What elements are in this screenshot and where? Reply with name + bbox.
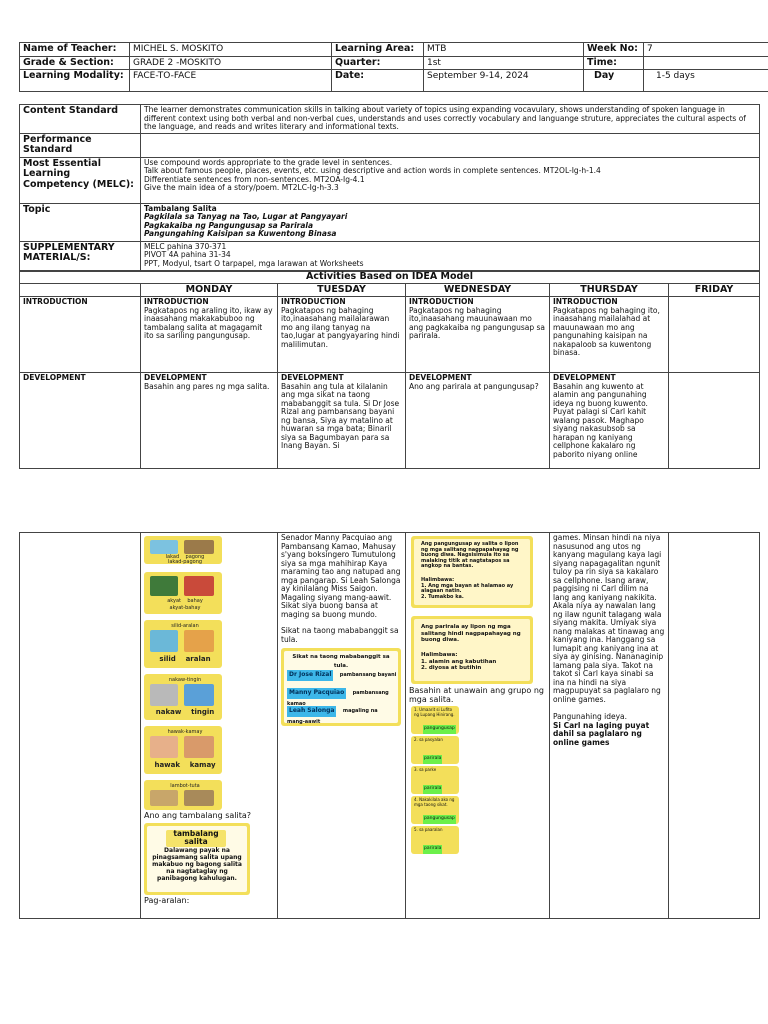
cell-text: Basahin ang kuwento at alamin ang pangunahing ideya ng buong kuwento. Puyat palagi si Carl kahit walang pasok. Maghapo siyang nakasubsob sa harapan ng kaniyang cellphone kakalaro ng paborito niyang online <box>553 381 648 459</box>
modality-value: FACE-TO-FACE <box>130 70 332 92</box>
definition-title: tambalang salita <box>166 830 226 847</box>
teacher-value: MICHEL S. MOSKITO <box>130 43 332 57</box>
p2-monday <box>141 533 278 919</box>
page2-table <box>19 532 760 919</box>
pair-image-right <box>184 576 214 596</box>
cell-text: Pagkatapos ng bahaging ito,inaasahang mailalarawan mo ang ilang tanyag na tao,lugar at pangyayaring hindi malilimutan. <box>281 305 400 349</box>
pair-words: silid aralan <box>159 655 211 663</box>
teacher-label: Name of Teacher: <box>20 43 130 57</box>
pair-caption: akyat-bahay <box>169 605 201 611</box>
definition-body: Dalawang payak na pinagsamang salita upang makabuo ng bagong salita na nagtataglay ng panibagong kahulugan. <box>152 846 242 882</box>
dev-wednesday <box>406 373 550 469</box>
pair-image-left <box>150 630 178 652</box>
answer-tag: pangungusap <box>423 815 456 824</box>
week-label: Week No: <box>584 43 644 57</box>
activities-title: Activities Based on IDEA Model <box>20 271 760 284</box>
mon-question: Ano ang tambalang salita? <box>144 811 252 820</box>
grade-label: Grade & Section: <box>20 56 130 70</box>
famous-name: Manny Pacquiao <box>287 688 346 699</box>
famous-slide-title: Sikat na taong mababanggit sa tula. <box>292 654 390 669</box>
supp-item: PPT, Modyul, tsart O tarpapel, mga larawan at Worksheets <box>144 258 364 268</box>
day-header: THURSDAY <box>550 284 669 297</box>
supp-label: SUPPLEMENTARY MATERIAL/S: <box>20 241 141 271</box>
activities-table <box>19 270 760 469</box>
day-header: FRIDAY <box>669 284 760 297</box>
quarter-label: Quarter: <box>332 56 424 70</box>
thu-label: Pangunahing ideya. <box>553 712 628 721</box>
pangungusap-slide <box>411 536 533 608</box>
answer-tag: pangungusap <box>423 725 456 734</box>
pair-caption: lambot-tuta <box>170 783 200 789</box>
famous-desc: pambansang kamao <box>287 690 389 707</box>
intro-thursday <box>550 297 669 373</box>
definition-slide <box>144 823 250 895</box>
dev-friday <box>669 373 760 469</box>
pair-image-right <box>184 684 214 706</box>
pair-slide <box>144 572 222 614</box>
area-label: Learning Area: <box>332 43 424 57</box>
grade-value: GRADE 2 -MOSKITO <box>130 56 332 70</box>
pair-image-left <box>150 540 178 554</box>
p2-tuesday <box>278 533 406 919</box>
pair-slide <box>144 780 222 810</box>
topic-item: Pagkilala sa Tanyag na Tao, Lugar at Pangyayari <box>144 212 348 221</box>
topic-label: Topic <box>20 203 141 241</box>
sentence-card: 4. Nakakilala ako ng mga taong sikat. pangungusap <box>411 796 459 824</box>
tue-question: Sikat na taong mababanggit sa tula. <box>281 626 399 644</box>
sentence-card: 2. sa pasyalan parirala <box>411 736 459 764</box>
thu-story: games. Minsan hindi na niya nasusunod ang utos ng kanyang magulang kaya lagi siyang napagagalitan ngunit tuloy pa rin siya sa kakalaro sa cellphone. Isang araw, paggising ni Carl dilim na lang ang kaniyang nakikita. Akala niya ay nawalan lang ng ilaw ngunit talagang wala siyang makita. Umiyak siya nang malakas at tinawag ang kaniyang ina. Hanggang sa lumapit ang kaniyang ina at siya ay ginising. Nananaginip lamang pala siya. Takot na takot si Carl kaya sinabi sa ina na hindi na siya magpupuyat sa paglalaro ng online games. <box>553 533 665 704</box>
cell-text: Ano ang parirala at pangungusap? <box>409 381 539 391</box>
pair-caption: nakaw-tingin <box>168 677 202 683</box>
topic-list <box>141 203 760 241</box>
p2-thursday <box>550 533 669 919</box>
dev-row-label: DEVELOPMENT <box>20 373 141 469</box>
p2-friday <box>669 533 760 919</box>
famous-desc: pambansang bayani <box>339 672 397 678</box>
intro-wednesday <box>406 297 550 373</box>
intro-tuesday <box>278 297 406 373</box>
answer-tag: parirala <box>423 845 442 854</box>
cell-heading: DEVELOPMENT <box>144 373 207 382</box>
famous-row <box>287 688 397 708</box>
parirala-examples: Halimbawa: 1. alamin ang kabutihan 2. diyosa at butihin <box>421 652 497 671</box>
cell-heading: INTRODUCTION <box>144 297 209 306</box>
famous-row <box>287 670 397 681</box>
pair-image-left <box>150 790 178 806</box>
pair-caption: lakad-pagong <box>167 559 203 564</box>
pair-image-right <box>184 790 214 806</box>
content-standard-text: The learner demonstrates communication skills in talking about variety of topics using expanding vocavulary, shows understanding of spoken language in different context using both verbal and non-verbal cues, understands and uses correctly vocabulary and languange struture, appreciates the cultural aspects of the language, and reads and writes literary and informational texts. <box>141 105 760 134</box>
plan-table <box>19 104 760 272</box>
melc-item: Give the main idea of a story/poem. MT2LC-Ig-h-3.3 <box>144 183 339 192</box>
pair-image-right <box>184 540 214 554</box>
famous-people-slide <box>281 648 401 726</box>
cell-heading: INTRODUCTION <box>281 297 346 306</box>
header-table <box>19 42 768 92</box>
pair-image-left <box>150 684 178 706</box>
supp-list <box>141 241 760 271</box>
parirala-def: Ang parirala ay lipon ng mga salitang hindi nagpapahayag ng buong diwa. <box>421 624 521 643</box>
supp-item: MELC pahina 370-371 <box>144 241 227 251</box>
cell-text: Pagkatapos ng bahaging ito,inaasahang mauunawaan mo ang pagkakaiba ng pangungusap sa parirala. <box>409 305 545 340</box>
pair-image-right <box>184 630 214 652</box>
dev-tuesday <box>278 373 406 469</box>
pair-words: nakaw tingin <box>155 708 215 716</box>
pair-slide <box>144 726 222 774</box>
cell-heading: DEVELOPMENT <box>409 373 472 382</box>
pair-image-left <box>150 736 178 758</box>
supp-item: PIVOT 4A pahina 31-34 <box>144 250 231 259</box>
thu-answer: Si Carl na laging puyat dahil sa paglalaro ng online games <box>553 720 650 747</box>
cell-heading: INTRODUCTION <box>553 297 618 306</box>
intro-friday <box>669 297 760 373</box>
week-value: 7 <box>644 43 768 57</box>
area-value: MTB <box>424 43 584 57</box>
p2-wednesday <box>406 533 550 919</box>
content-standard-label: Content Standard <box>20 105 141 134</box>
cell-heading: DEVELOPMENT <box>553 373 616 382</box>
cell-text: Basahin ang pares ng mga salita. <box>144 381 270 391</box>
pair-words: hawak kamay <box>154 761 216 769</box>
pair-words: akyat bahay <box>167 598 203 604</box>
melc-label: Most Essential Learning Competency (MELC): <box>20 157 141 203</box>
parirala-slide <box>411 616 533 684</box>
day-header: WEDNESDAY <box>406 284 550 297</box>
performance-text <box>141 133 760 157</box>
pair-slide <box>144 536 222 564</box>
melc-item: Differentiate sentences from non-sentences. MT2OA-Ig-4.1 <box>144 174 365 184</box>
melc-list <box>141 157 760 203</box>
day-label: Day <box>584 70 644 92</box>
melc-item: Use compound words appropriate to the grade level in sentences. <box>144 157 393 167</box>
cell-text: Basahin ang tula at kilalanin ang mga sikat na taong mababanggit sa tula. Si Dr Jose Rizal ang pambansang bayani ng bansa, Siya ay matalino at huwaran sa mga bata; Binaril siya sa Bagumbayan para sa Inang Bayan. Si <box>281 381 400 450</box>
pair-caption: silid-aralan <box>171 623 199 629</box>
day-header: TUESDAY <box>278 284 406 297</box>
dev-thursday <box>550 373 669 469</box>
time-value <box>644 56 768 70</box>
pair-caption: hawak-kamay <box>167 729 203 735</box>
pair-words: lakad pagong <box>165 554 205 560</box>
intro-row-label: INTRODUCTION <box>20 297 141 373</box>
famous-name: Leah Salonga <box>287 706 336 717</box>
sentence-card: 1. Umaarit si Lufito ng Lupang Hinirang. pangungusap <box>411 706 459 734</box>
cell-heading: INTRODUCTION <box>409 297 474 306</box>
wed-question: Basahin at unawain ang grupo ng mga salita. <box>409 686 544 704</box>
performance-label: Performance Standard <box>20 133 141 157</box>
answer-tag: parirala <box>423 785 442 794</box>
pair-slide <box>144 674 222 720</box>
dev-monday <box>141 373 278 469</box>
date-label: Date: <box>332 70 424 92</box>
pair-image-right <box>184 736 214 758</box>
day-header: MONDAY <box>141 284 278 297</box>
topic-item: Pangungahing Kaisipan sa Kuwentong Binasa <box>144 229 337 238</box>
topic-item: Tambalang Salita <box>144 203 217 213</box>
tue-poem: Senador Manny Pacquiao ang Pambansang Kamao, Mahusay s'yang boksingero Tumutulong siya sa mga mahihirap Kaya maraming tao ang natupad ang mga pangarap. Si Leah Salonga ay kinilalang Miss Saigon. Magaling siyang mang-aawit. Sikat siya buong bansa at maging sa buong mundo. <box>281 533 401 619</box>
pangungusap-def: Ang pangungusap ay salita o lipon ng mga salitang nagpapahayag ng buong diwa. Nagsisimula ito sa malaking titik at nagtatapos sa angkop na bantas. <box>421 541 519 569</box>
modality-label: Learning Modality: <box>20 70 130 92</box>
famous-row <box>287 706 397 726</box>
mon-end: Pag-aralan: <box>144 895 190 905</box>
famous-desc: magaling na mang-aawit <box>287 708 378 725</box>
time-label: Time: <box>584 56 644 70</box>
topic-item: Pagkakaiba ng Pangungusap sa Parirala <box>144 220 314 230</box>
intro-monday <box>141 297 278 373</box>
pair-slide <box>144 620 222 668</box>
sentence-card: 3. sa parke parirala <box>411 766 459 794</box>
day-value: 1-5 days <box>644 70 768 92</box>
cell-text: Pagkatapos ng bahaging ito, inaasahang mailalahad at mauunawaan mo ang pangunahing kaisipan na nakapaloob sa kuwentong binasa. <box>553 305 660 357</box>
date-value: September 9-14, 2024 <box>424 70 584 92</box>
answer-tag: parirala <box>423 755 442 764</box>
sentence-card: 5. sa paaralan parirala <box>411 826 459 854</box>
pangungusap-examples: Halimbawa: 1. Ang mga bayan at halamao ay alagaan natin. 2. Tumakbo ka. <box>421 577 514 600</box>
pair-image-left <box>150 576 178 596</box>
cell-text: Pagkatapos ng araling ito, ikaw ay inaasahang makakabuboo ng tambalang salita at magagamit ito sa sariling pangungusap. <box>144 305 273 340</box>
cell-heading: DEVELOPMENT <box>281 373 344 382</box>
melc-item: Talk about famous people, places, events, etc. using descriptive and action words in complete sentences. MT2OL-Ig-h-1.4 <box>144 166 601 175</box>
quarter-value: 1st <box>424 56 584 70</box>
famous-name: Dr Jose Rizal <box>287 670 333 681</box>
